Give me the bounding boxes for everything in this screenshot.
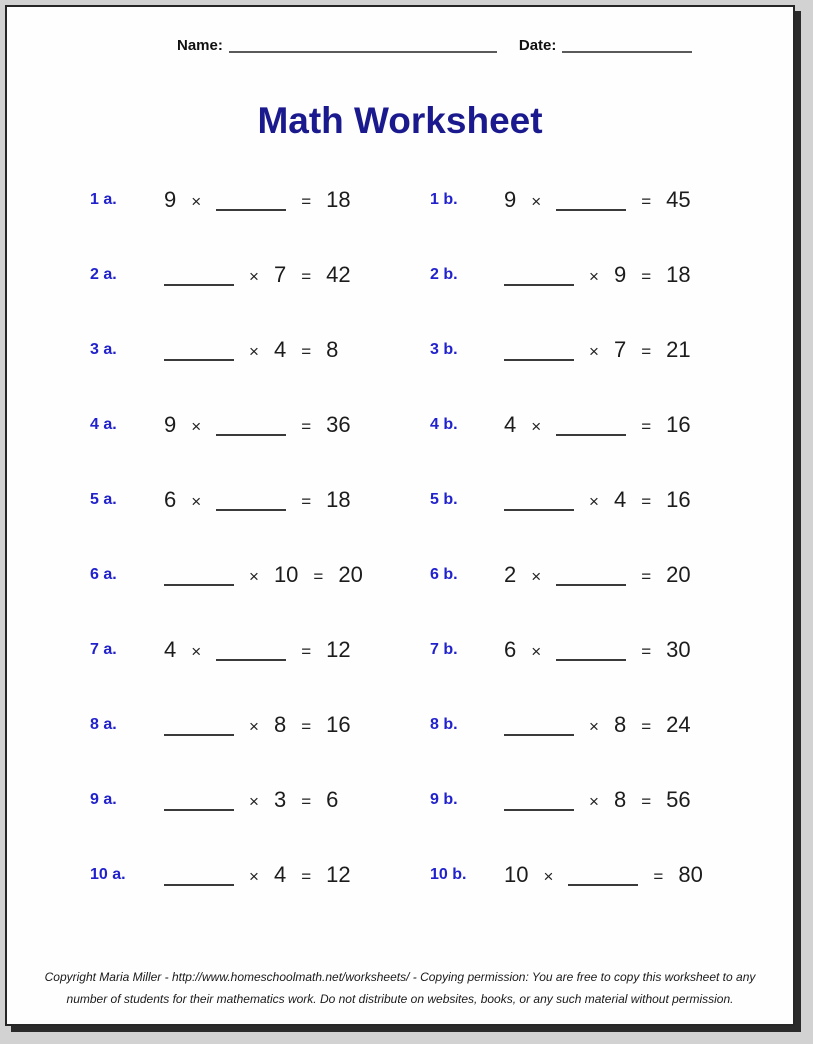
answer-blank[interactable]	[556, 659, 626, 661]
product-value: 12	[326, 861, 351, 887]
times-sign: ×	[249, 341, 259, 361]
worksheet-page	[5, 5, 795, 1026]
problem-number-label: 8 a.	[90, 715, 117, 733]
problem-equation	[164, 262, 351, 288]
equals-sign: =	[641, 416, 652, 436]
equals-sign: =	[301, 341, 312, 361]
name-fill-line[interactable]	[229, 51, 497, 53]
answer-blank[interactable]	[504, 734, 574, 736]
times-sign: ×	[531, 566, 542, 586]
product-value: 20	[338, 561, 363, 587]
equals-sign: =	[301, 641, 312, 661]
problem-number-label: 2 a.	[90, 265, 117, 283]
known-factor: 7	[273, 261, 287, 287]
times-sign: ×	[249, 566, 259, 586]
problem-equation	[164, 337, 338, 363]
known-factor: 8	[273, 711, 287, 737]
equals-sign: =	[641, 716, 652, 736]
times-sign: ×	[531, 416, 542, 436]
answer-blank[interactable]	[164, 584, 234, 586]
times-sign: ×	[589, 341, 599, 361]
known-factor: 4	[164, 636, 177, 662]
date-label: Date:	[518, 37, 557, 54]
known-factor: 9	[613, 261, 627, 287]
known-factor: 8	[613, 711, 627, 737]
answer-blank[interactable]	[216, 434, 286, 436]
problem-number-label: 1 b.	[430, 190, 458, 208]
problem-cell-4a	[90, 387, 430, 462]
problem-cell-2b	[430, 237, 793, 312]
problem-equation	[164, 187, 351, 213]
problem-cell-10a	[90, 837, 430, 912]
name-date-header	[7, 7, 793, 54]
problem-equation	[504, 337, 691, 363]
date-fill-line[interactable]	[562, 51, 692, 53]
copyright-line-1: Copyright Maria Miller - http://www.homeschoolmath.net/worksheets/ - Copying permission: You are free to copy this worksheet to any	[44, 969, 756, 984]
problem-cell-1a	[90, 162, 430, 237]
product-value: 42	[326, 261, 351, 287]
problem-cell-6a	[90, 537, 430, 612]
page-title: Math Worksheet	[257, 100, 543, 141]
problem-equation	[504, 487, 691, 513]
problem-number-label: 7 a.	[90, 640, 117, 658]
equals-sign: =	[301, 791, 312, 811]
problems-grid	[7, 162, 793, 912]
product-value: 20	[666, 561, 691, 587]
times-sign: ×	[191, 416, 202, 436]
times-sign: ×	[531, 641, 542, 661]
answer-blank[interactable]	[216, 659, 286, 661]
problem-number-label: 10 a.	[90, 865, 126, 883]
problem-equation	[164, 637, 351, 663]
product-value: 30	[666, 636, 691, 662]
problem-number-label: 2 b.	[430, 265, 458, 283]
times-sign: ×	[249, 716, 259, 736]
problem-number-label: 9 a.	[90, 790, 117, 808]
equals-sign: =	[641, 491, 652, 511]
known-factor: 2	[504, 561, 517, 587]
problem-equation	[164, 712, 351, 738]
problem-number-label: 8 b.	[430, 715, 458, 733]
problem-cell-5b	[430, 462, 793, 537]
problem-cell-7b	[430, 612, 793, 687]
problem-equation	[504, 562, 691, 588]
problem-cell-2a	[90, 237, 430, 312]
problem-number-label: 9 b.	[430, 790, 458, 808]
times-sign: ×	[531, 191, 542, 211]
times-sign: ×	[589, 266, 599, 286]
problem-cell-4b	[430, 387, 793, 462]
problem-number-label: 10 b.	[430, 865, 467, 883]
answer-blank[interactable]	[164, 734, 234, 736]
problem-equation	[504, 787, 691, 813]
copyright-line-2: number of students for their mathematics work. Do not distribute on websites, books, or any such material without permission.	[66, 991, 734, 1006]
equals-sign: =	[301, 266, 312, 286]
name-label: Name:	[177, 37, 223, 54]
problem-number-label: 3 b.	[430, 340, 458, 358]
product-value: 36	[326, 411, 351, 437]
equals-sign: =	[641, 266, 652, 286]
problem-cell-5a	[90, 462, 430, 537]
times-sign: ×	[191, 491, 202, 511]
problem-number-label: 7 b.	[430, 640, 458, 658]
problem-equation	[504, 262, 691, 288]
known-factor: 6	[504, 636, 517, 662]
problem-equation	[164, 562, 363, 588]
problem-number-label: 4 a.	[90, 415, 117, 433]
problem-number-label: 6 b.	[430, 565, 458, 583]
answer-blank[interactable]	[164, 284, 234, 286]
equals-sign: =	[641, 641, 652, 661]
product-value: 45	[666, 186, 691, 212]
answer-blank[interactable]	[556, 209, 626, 211]
problem-cell-6b	[430, 537, 793, 612]
known-factor: 3	[273, 786, 287, 812]
equals-sign: =	[301, 866, 312, 886]
known-factor: 9	[164, 186, 177, 212]
equals-sign: =	[653, 866, 664, 886]
problem-equation	[164, 412, 351, 438]
answer-blank[interactable]	[164, 809, 234, 811]
product-value: 16	[666, 486, 691, 512]
answer-blank[interactable]	[504, 284, 574, 286]
product-value: 24	[666, 711, 691, 737]
equals-sign: =	[641, 191, 652, 211]
answer-blank[interactable]	[568, 884, 638, 886]
answer-blank[interactable]	[504, 509, 574, 511]
copyright-footer	[7, 966, 793, 1010]
problem-cell-8b	[430, 687, 793, 762]
times-sign: ×	[191, 191, 202, 211]
product-value: 8	[326, 336, 339, 362]
problem-equation	[164, 487, 351, 513]
equals-sign: =	[641, 341, 652, 361]
equals-sign: =	[313, 566, 324, 586]
known-factor: 7	[613, 336, 627, 362]
product-value: 21	[666, 336, 691, 362]
product-value: 18	[666, 261, 691, 287]
times-sign: ×	[589, 716, 599, 736]
product-value: 12	[326, 636, 351, 662]
problem-cell-3b	[430, 312, 793, 387]
times-sign: ×	[249, 791, 259, 811]
problem-equation	[164, 862, 351, 888]
problem-equation	[504, 862, 703, 888]
problem-number-label: 6 a.	[90, 565, 117, 583]
problem-equation	[504, 187, 691, 213]
problem-equation	[164, 787, 338, 813]
answer-blank[interactable]	[556, 434, 626, 436]
answer-blank[interactable]	[216, 509, 286, 511]
equals-sign: =	[301, 716, 312, 736]
answer-blank[interactable]	[504, 359, 574, 361]
times-sign: ×	[249, 866, 259, 886]
known-factor: 9	[164, 411, 177, 437]
product-value: 16	[326, 711, 351, 737]
known-factor: 4	[504, 411, 517, 437]
answer-blank[interactable]	[504, 809, 574, 811]
product-value: 16	[666, 411, 691, 437]
product-value: 80	[678, 861, 703, 887]
product-value: 56	[666, 786, 691, 812]
problem-cell-7a	[90, 612, 430, 687]
known-factor: 10	[504, 861, 529, 887]
known-factor: 4	[273, 336, 287, 362]
times-sign: ×	[543, 866, 554, 886]
product-value: 6	[326, 786, 339, 812]
known-factor: 9	[504, 186, 517, 212]
times-sign: ×	[589, 791, 599, 811]
problem-cell-9b	[430, 762, 793, 837]
product-value: 18	[326, 186, 351, 212]
equals-sign: =	[301, 191, 312, 211]
equals-sign: =	[641, 791, 652, 811]
answer-blank[interactable]	[164, 359, 234, 361]
problem-number-label: 1 a.	[90, 190, 117, 208]
problem-number-label: 5 b.	[430, 490, 458, 508]
known-factor: 8	[613, 786, 627, 812]
known-factor: 6	[164, 486, 177, 512]
times-sign: ×	[191, 641, 202, 661]
problem-cell-8a	[90, 687, 430, 762]
problem-number-label: 5 a.	[90, 490, 117, 508]
problem-cell-10b	[430, 837, 793, 912]
times-sign: ×	[249, 266, 259, 286]
equals-sign: =	[301, 416, 312, 436]
problem-equation	[504, 637, 691, 663]
problem-cell-9a	[90, 762, 430, 837]
equals-sign: =	[301, 491, 312, 511]
problem-cell-1b	[430, 162, 793, 237]
known-factor: 4	[613, 486, 627, 512]
answer-blank[interactable]	[556, 584, 626, 586]
problem-number-label: 3 a.	[90, 340, 117, 358]
known-factor: 4	[273, 861, 287, 887]
product-value: 18	[326, 486, 351, 512]
times-sign: ×	[589, 491, 599, 511]
problem-number-label: 4 b.	[430, 415, 458, 433]
answer-blank[interactable]	[216, 209, 286, 211]
answer-blank[interactable]	[164, 884, 234, 886]
problem-cell-3a	[90, 312, 430, 387]
known-factor: 10	[273, 561, 299, 587]
problem-equation	[504, 412, 691, 438]
problem-equation	[504, 712, 691, 738]
equals-sign: =	[641, 566, 652, 586]
